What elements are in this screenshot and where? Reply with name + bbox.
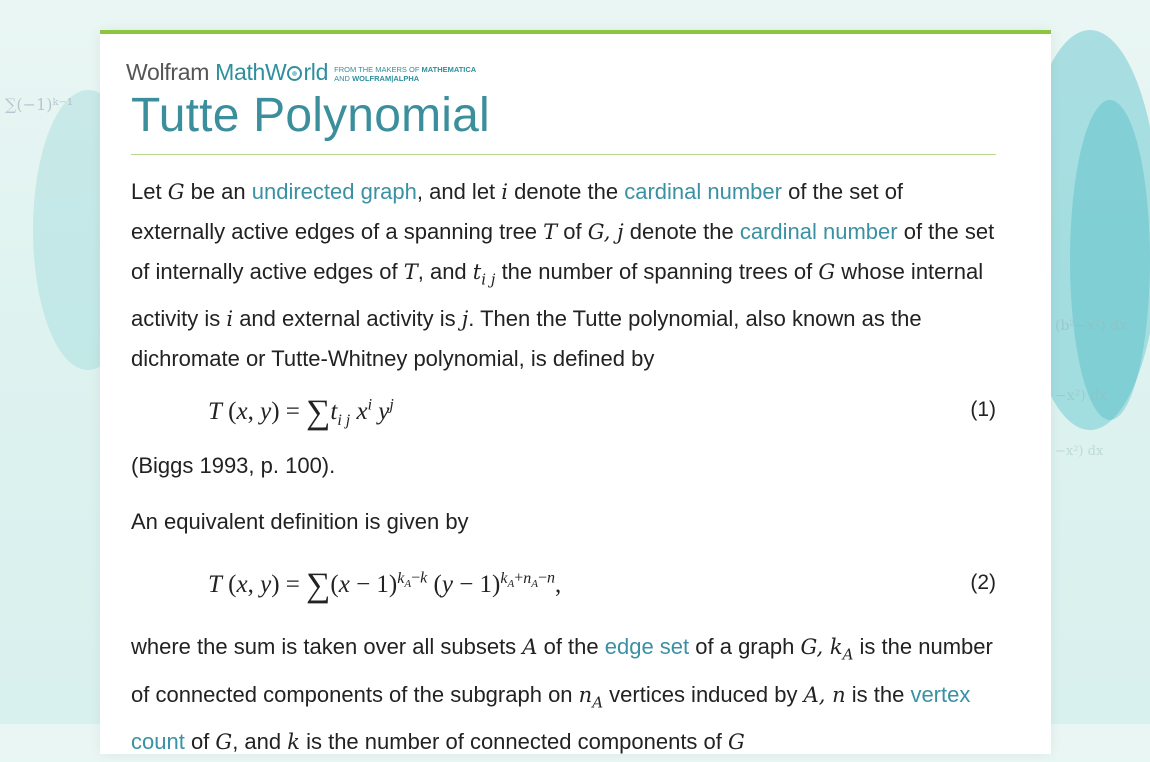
page-title: Tutte Polynomial — [131, 89, 490, 142]
equation-2-number: (2) — [970, 571, 996, 595]
link-undirected-graph[interactable]: undirected graph — [251, 179, 417, 204]
link-vertex-count[interactable]: vertex count — [131, 681, 971, 755]
paragraph-equivalent: An equivalent definition is given by — [131, 509, 469, 535]
title-divider — [131, 154, 996, 155]
article-body — [131, 172, 1001, 762]
svg-text:∑(−1)ᵏ⁻¹: ∑(−1)ᵏ⁻¹ — [5, 95, 74, 114]
brand-tagline: FROM THE MAKERS OF MATHEMATICA AND WOLFRAM|ALPHA — [334, 65, 477, 83]
globe-icon — [287, 66, 302, 81]
svg-text:−x²) dx: −x²) dx — [1055, 444, 1104, 459]
brand-wolfram[interactable]: Wolfram — [126, 59, 210, 85]
article-card — [100, 30, 1051, 754]
link-edge-set[interactable]: edge set — [604, 634, 690, 660]
svg-text:−x²) dx: −x²) dx — [1055, 388, 1108, 404]
brand-mathworld[interactable]: MathW rld — [215, 59, 329, 85]
equation-2-formula: T (x, $y) = \sum(x - 1)^{k_A-k}$ $(y - 1)^{k_A+n_A-n}$, — [208, 567, 562, 605]
svg-text:(b²−x²) dx: (b²−x²) dx — [1055, 318, 1128, 334]
citation: (Biggs 1993, p. 100). — [131, 453, 336, 479]
equation-1-formula: T (x, $y) = \sum t_{i j}$ $x^i$ $y^j$ — [208, 394, 394, 432]
link-cardinal-number-2[interactable]: cardinal number — [739, 219, 898, 244]
paragraph-explanation: where the sum is taken over all subsets A of the edge set of a graph G, $k_A$ is the number of connected components of the subgraph on $n_A$ vertices induced by A, n is the vertex count of G, and k is the number of connected components of G — [131, 634, 993, 755]
equation-1-number: (1) — [970, 398, 996, 422]
equation-2 — [131, 541, 1001, 627]
link-cardinal-number[interactable]: cardinal number — [624, 179, 782, 204]
site-header[interactable] — [126, 60, 476, 86]
equation-1 — [131, 378, 1001, 444]
paragraph-definition: Let G be an undirected graph, and let i denote the cardinal number of the set of externally active edges of a spanning tree T of G, j denote the cardinal number of the set of internally active edges of T, and $t_{i j}$ the number of spanning trees of G whose internal activity is i and external activity is j. Then the Tutte polynomial, also known as the dichromate or Tutte-Whitney polynomial, is defined by — [131, 179, 995, 372]
